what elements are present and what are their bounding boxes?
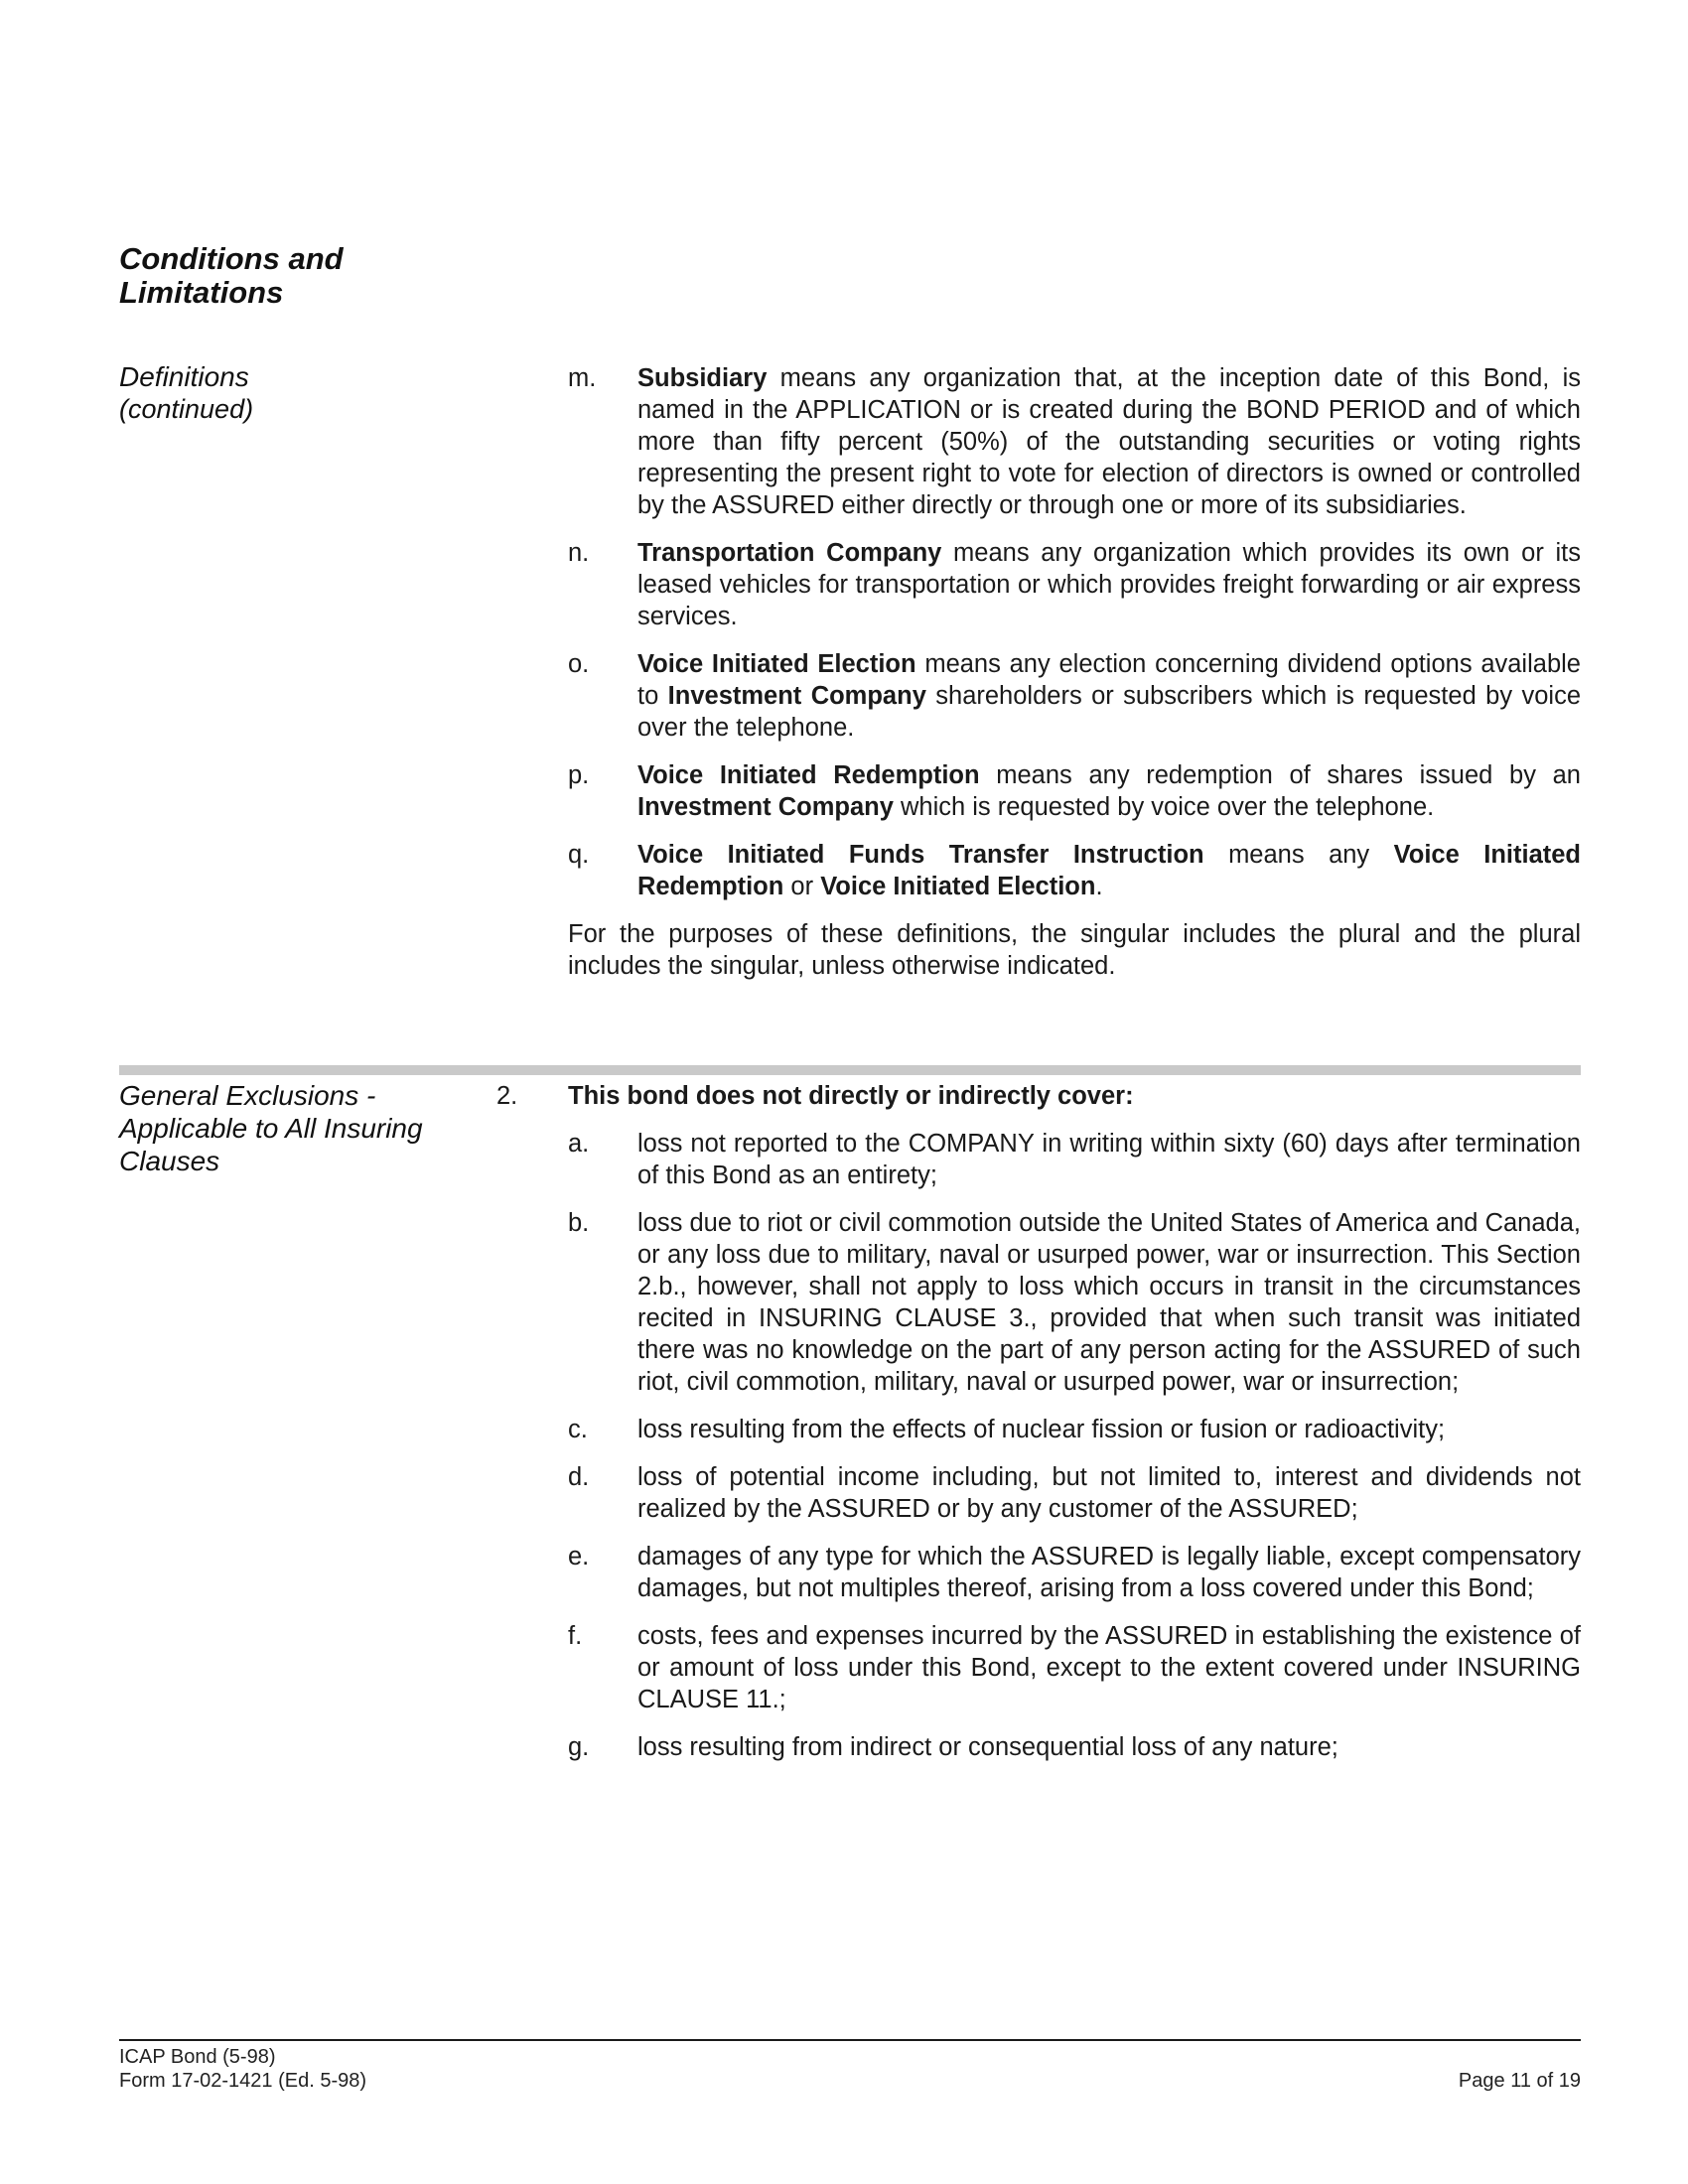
definition-body: shareholders or subscribers which is requested by voice over the telephone. bbox=[637, 682, 1582, 742]
section-divider bbox=[119, 1065, 1581, 1075]
footer-form-info bbox=[119, 2045, 366, 2093]
item-text: loss resulting from indirect or consequential loss of any nature; bbox=[637, 1733, 1338, 1761]
defined-term: Investment Company bbox=[667, 682, 926, 710]
item-text bbox=[637, 362, 1581, 521]
footer-form-number: Form 17-02-1421 (Ed. 5-98) bbox=[119, 2070, 367, 2092]
item-text bbox=[637, 839, 1581, 902]
footer-rule bbox=[119, 2039, 1581, 2041]
item-label: g. bbox=[568, 1733, 590, 1761]
item-label: e. bbox=[568, 1543, 590, 1570]
definition-item-p bbox=[568, 759, 1581, 823]
definition-item-m bbox=[568, 362, 1581, 521]
item-label: m. bbox=[568, 364, 597, 392]
definition-item-o bbox=[568, 648, 1581, 744]
definition-body: . bbox=[1095, 873, 1103, 900]
definitions-subtitle: (continued) bbox=[119, 394, 254, 424]
item-label: f. bbox=[568, 1622, 583, 1650]
definition-item-n bbox=[568, 537, 1581, 632]
item-text: costs, fees and expenses incurred by the ASSURED in establishing the existence of or amount of loss under this Bond, except to the extent covered under INSURING CLAUSE 11.; bbox=[637, 1622, 1581, 1713]
defined-term: Subsidiary bbox=[637, 364, 768, 392]
section-number: 2. bbox=[496, 1082, 518, 1110]
defined-term: Transportation Company bbox=[637, 539, 942, 567]
exclusion-item-a bbox=[568, 1128, 1581, 1191]
item-text: loss due to riot or civil commotion outside the United States of America and Canada, or any loss due to military, naval or usurped power, war or insurrection. This Section 2.b., however, shall not apply to loss which occurs in transit in the circumstances recited in INSURING CLAUSE 3., provided that when such transit was initiated there was no knowledge on the part of any person acting for the ASSURED of such riot, civil commotion, military, naval or usurped power, war or insurrection; bbox=[637, 1209, 1581, 1396]
item-label: a. bbox=[568, 1130, 590, 1158]
item-label: c. bbox=[568, 1416, 588, 1443]
item-text bbox=[637, 537, 1581, 632]
item-text: damages of any type for which the ASSURED is legally liable, except compensatory damages, but not multiples thereof, arising from a loss covered under this Bond; bbox=[637, 1543, 1581, 1602]
definition-body: or bbox=[783, 873, 821, 900]
defined-term: Investment Company bbox=[637, 793, 894, 821]
exclusions-side-label: General Exclusions - Applicable to All Insuring Clauses bbox=[119, 1080, 423, 1176]
exclusions-lead: This bond does not directly or indirectly cover: bbox=[568, 1082, 1134, 1110]
defined-term: Voice Initiated Election bbox=[637, 650, 916, 678]
defined-term: Voice Initiated Election bbox=[820, 873, 1096, 900]
item-text bbox=[637, 648, 1581, 744]
item-text: loss of potential income including, but not limited to, interest and dividends not realized by the ASSURED or by any customer of the ASSURED; bbox=[637, 1463, 1581, 1523]
page-title: Conditions and Limitations bbox=[119, 241, 344, 310]
definition-body: means any organization which provides its own or its leased vehicles for transportation or which provides freight forwarding or air express services. bbox=[637, 539, 1581, 630]
definition-item-q bbox=[568, 839, 1581, 902]
exclusion-item-e bbox=[568, 1541, 1581, 1604]
footer-bond-name: ICAP Bond (5-98) bbox=[119, 2046, 276, 2068]
definitions-side-label bbox=[119, 360, 457, 426]
exclusion-item-c bbox=[568, 1414, 1581, 1445]
item-text: loss not reported to the COMPANY in writing within sixty (60) days after termination of this Bond as an entirety; bbox=[637, 1130, 1581, 1189]
exclusion-item-f bbox=[568, 1620, 1581, 1715]
item-label: b. bbox=[568, 1209, 590, 1237]
exclusion-item-g bbox=[568, 1731, 1581, 1763]
item-label: q. bbox=[568, 841, 590, 869]
definition-body: means any organization that, at the inception date of this Bond, is named in the APPLICATION or is created during the BOND PERIOD and of which more than fifty percent (50%) of the outstanding securities or voting rights representing the present right to vote for election of directors is owned or controlled by the ASSURED either directly or through one or more of its subsidiaries. bbox=[637, 364, 1581, 519]
item-text bbox=[637, 759, 1581, 823]
item-label: p. bbox=[568, 761, 590, 789]
item-label: o. bbox=[568, 650, 590, 678]
page-number: Page 11 of 19 bbox=[1458, 2070, 1581, 2092]
exclusion-item-d bbox=[568, 1461, 1581, 1525]
definitions-list bbox=[568, 362, 1581, 982]
definitions-title: Definitions bbox=[119, 361, 249, 392]
item-label: d. bbox=[568, 1463, 590, 1491]
definition-body: means any election concerning dividend options available to bbox=[637, 650, 1581, 710]
exclusions-list bbox=[568, 1080, 1581, 1779]
defined-term: Voice Initiated Redemption bbox=[637, 761, 980, 789]
definition-body: which is requested by voice over the telephone. bbox=[893, 793, 1435, 821]
item-label: n. bbox=[568, 539, 590, 567]
exclusion-item-b bbox=[568, 1207, 1581, 1398]
definition-body: means any redemption of shares issued by an bbox=[979, 761, 1581, 789]
defined-term: Voice Initiated Redemption bbox=[637, 841, 1581, 900]
definitions-closing-note: For the purposes of these definitions, the singular includes the plural and the plural includes the singular, unless otherwise indicated. bbox=[568, 920, 1581, 980]
definition-body: means any bbox=[1203, 841, 1394, 869]
item-text: loss resulting from the effects of nuclear fission or fusion or radioactivity; bbox=[637, 1416, 1446, 1443]
defined-term: Voice Initiated Funds Transfer Instruction bbox=[637, 841, 1204, 869]
